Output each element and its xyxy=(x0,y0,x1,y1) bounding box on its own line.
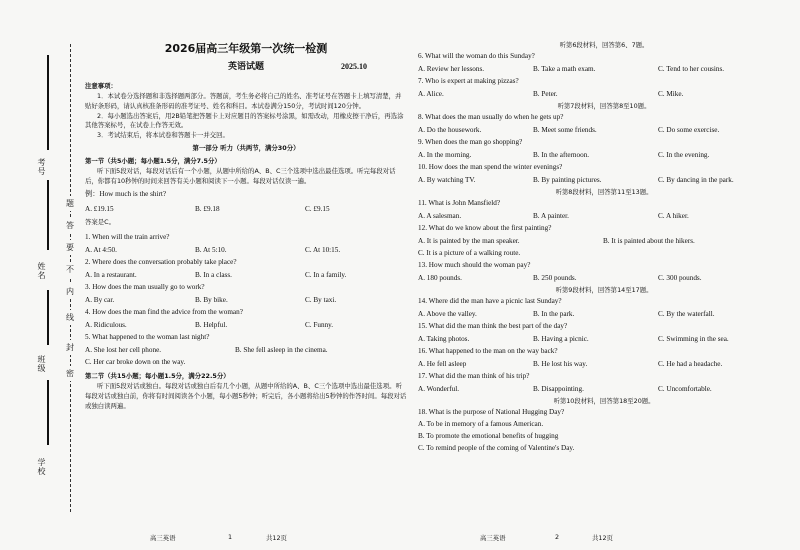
option: A. Alice. xyxy=(418,90,444,98)
seal-char: 线 xyxy=(66,310,74,325)
exam-number-label: 考号 xyxy=(37,158,46,176)
question: 10. How does the man spend the winter evenings? xyxy=(418,163,563,171)
option: A. 180 pounds. xyxy=(418,274,462,282)
option: C. At 10:15. xyxy=(305,245,341,254)
option: A. Taking photos. xyxy=(418,335,470,343)
note-item: 3．考试结束后，将本试卷和答题卡一并交回。 xyxy=(97,131,229,140)
page-right-column xyxy=(418,41,790,453)
exam-number-line xyxy=(47,55,49,150)
question-options xyxy=(418,90,790,99)
option: A. In a restaurant. xyxy=(85,270,137,279)
option: B. He lost his way. xyxy=(533,360,588,368)
option: B. Disappointing. xyxy=(533,385,584,393)
option: C. It is a picture of a walking route. xyxy=(418,249,521,257)
question-options xyxy=(418,360,790,369)
seal-char: 不 xyxy=(66,262,74,277)
option: B. Having a picnic. xyxy=(533,335,589,343)
option: B. Peter. xyxy=(533,90,558,98)
option: C. Funny. xyxy=(305,320,334,329)
option: A. By car. xyxy=(85,295,115,304)
exam-subtitle: 英语试题 xyxy=(227,61,264,72)
binding-margin xyxy=(0,0,78,550)
school-label: 学校 xyxy=(37,458,46,476)
option: C. To remind people of the coming of Valentine's Day. xyxy=(418,444,575,452)
option: C. Tend to her cousins. xyxy=(658,65,725,73)
section-instructions: 听下面5段对话或独白。每段对话或独白后有几个小题，从题中所给的A、B、C三个选项中选出最佳选项。听每段对话或独白前，你将有时间阅读各个小题，每小题5秒钟；听完后，各小题将给出5秒钟的作答时间。每段对话或独白读两遍。 xyxy=(85,381,407,410)
option: A. In the morning. xyxy=(418,151,472,159)
option: C. 300 pounds. xyxy=(658,274,702,282)
option: B. She fell asleep in the cinema. xyxy=(235,345,328,354)
option: C. £9.15 xyxy=(305,204,330,213)
question: 5. What happened to the woman last night? xyxy=(85,332,210,341)
footer-page-number: 1 xyxy=(228,533,233,541)
question: 12. What do we know about the first painting? xyxy=(418,224,552,232)
option: B. £9.18 xyxy=(195,204,220,213)
option: A. Ridiculous. xyxy=(85,320,127,329)
class-label: 班级 xyxy=(37,355,46,373)
question-options xyxy=(418,274,790,283)
question-options xyxy=(418,310,790,319)
option: B. In the park. xyxy=(533,310,575,318)
class-line xyxy=(47,290,49,345)
option: C. Mike. xyxy=(658,90,684,98)
option: A. Review her lessons. xyxy=(418,65,485,73)
question-options xyxy=(418,237,790,246)
footer-page-number: 2 xyxy=(555,533,560,541)
footer-subject: 高三英语 xyxy=(480,534,506,542)
option: B. A painter. xyxy=(533,212,569,220)
option: C. By the waterfall. xyxy=(658,310,715,318)
example-answer: 答案是C。 xyxy=(85,217,116,226)
name-line xyxy=(47,180,49,250)
seal-char: 要 xyxy=(66,240,74,255)
option: B. By bike. xyxy=(195,295,228,304)
option: A. A salesman. xyxy=(418,212,462,220)
material-heading: 听第6段材料，回答第6、7题。 xyxy=(559,41,649,49)
section-heading: 第二节（共15小题；每小题1.5分，满分22.5分） xyxy=(85,371,230,380)
page-left-column xyxy=(85,30,407,412)
option: B. 250 pounds. xyxy=(533,274,577,282)
exam-date: 2025.10 xyxy=(341,61,367,71)
note-item: 2．每小题选出答案后，用2B铅笔把答题卡上对应题目的答案标号涂黑，如需改动，用橡皮擦干净后，再选涂其他答案标号，在试卷上作答无效。 xyxy=(85,111,404,130)
option: B. It is painted about the hikers. xyxy=(603,237,695,245)
question-options xyxy=(85,321,407,330)
section-instructions: 听下面5段对话，每段对话后有一个小题，从题中所给的A、B、C三个选项中选出最佳选项。听完每段对话后，你都有10秒钟的时间来回答有关小题和阅读下一小题。每段对话仅读一遍。 xyxy=(85,167,396,186)
option: C. In a family. xyxy=(305,270,347,279)
question: 18. What is the purpose of National Hugging Day? xyxy=(418,408,565,416)
option: B. At 5:10. xyxy=(195,245,227,254)
question: 8. What does the man usually do when he gets up? xyxy=(418,113,564,121)
material-heading: 听第10段材料，回答第18至20题。 xyxy=(553,397,655,405)
option: B. Helpful. xyxy=(195,320,228,329)
footer-total-pages: 共12页 xyxy=(592,534,613,542)
notes-heading: 注意事项： xyxy=(85,81,117,90)
option: C. Uncomfortable. xyxy=(658,385,712,393)
question: 6. What will the woman do this Sunday? xyxy=(418,52,535,60)
seal-char: 密 xyxy=(66,366,74,381)
question-options xyxy=(418,335,790,344)
option: C. By taxi. xyxy=(305,295,337,304)
option: C. In the evening. xyxy=(658,151,710,159)
option: C. Do some exercise. xyxy=(658,126,720,134)
material-heading: 听第8段材料，回答第11至13题。 xyxy=(555,188,653,196)
option: B. Take a math exam. xyxy=(533,65,596,73)
material-heading: 听第9段材料，回答第14至17题。 xyxy=(555,286,653,294)
note-item: 1．本试卷分选择题和非选择题两部分。答题前，考生务必将自己的姓名、准考证号在答题卡上填写清楚，并贴好条形码，请认真核准条形码的准考证号、姓名和科目。本试卷满分150分，考试时间120分钟。 xyxy=(85,91,402,110)
question-options xyxy=(418,126,790,135)
name-label: 姓名 xyxy=(37,262,46,280)
footer-subject: 高三英语 xyxy=(150,534,176,542)
question-options xyxy=(418,176,790,185)
question: 16. What happened to the man on the way back? xyxy=(418,347,558,355)
option: B. In the afternoon. xyxy=(533,151,590,159)
section-heading: 第一节（共5小题；每小题1.5分，满分7.5分） xyxy=(85,157,221,166)
option: C. Swimming in the sea. xyxy=(658,335,729,343)
option: A. Wonderful. xyxy=(418,385,460,393)
option: A. By watching TV. xyxy=(418,176,476,184)
exam-title: 2026届高三年级第一次统一检测 xyxy=(164,42,328,55)
option: A. £19.15 xyxy=(85,204,114,213)
question: 14. Where did the man have a picnic last Sunday? xyxy=(418,297,562,305)
question-options xyxy=(418,151,790,160)
option: A. Do the housework. xyxy=(418,126,482,134)
question-options xyxy=(418,65,790,74)
question: 15. What did the man think the best part of the day? xyxy=(418,322,568,330)
part-heading: 第一部分 听力（共两节，满分30分） xyxy=(192,144,300,153)
question: 7. Who is expert at making pizzas? xyxy=(418,77,519,85)
option: A. He fell asleep xyxy=(418,360,467,368)
option: B. To promote the emotional benefits of hugging xyxy=(418,432,559,440)
option: C. By dancing in the park. xyxy=(658,176,734,184)
option: B. By painting pictures. xyxy=(533,176,602,184)
seal-char: 答 xyxy=(66,218,74,233)
school-line xyxy=(47,380,49,445)
option: C. A hiker. xyxy=(658,212,689,220)
question: 2. Where does the conversation probably take place? xyxy=(85,257,237,266)
option: A. To be in memory of a famous American. xyxy=(418,420,544,428)
example-question: 例：How much is the shirt? xyxy=(85,189,167,198)
question: 1. When will the train arrive? xyxy=(85,232,170,241)
footer-total-pages: 共12页 xyxy=(266,534,287,542)
question-options xyxy=(85,246,407,255)
question: 13. How much should the woman pay? xyxy=(418,261,531,269)
option: A. Above the valley. xyxy=(418,310,477,318)
question: 17. What did the man think of his trip? xyxy=(418,372,530,380)
option: B. Meet some friends. xyxy=(533,126,597,134)
question-options xyxy=(85,271,407,280)
question: 9. When does the man go shopping? xyxy=(418,138,523,146)
material-heading: 听第7段材料，回答第8至10题。 xyxy=(557,102,651,110)
example-options xyxy=(85,205,407,214)
option: C. He had a headache. xyxy=(658,360,723,368)
question: 3. How does the man usually go to work? xyxy=(85,282,205,291)
seal-char: 封 xyxy=(66,340,74,355)
option: A. She lost her cell phone. xyxy=(85,345,162,354)
question-options xyxy=(85,346,407,355)
option: C. Her car broke down on the way. xyxy=(85,357,186,366)
question-options xyxy=(85,296,407,305)
option: A. It is painted by the man speaker. xyxy=(418,237,520,245)
question-options xyxy=(418,212,790,221)
question: 4. How does the man find the advice from the woman? xyxy=(85,307,243,316)
seal-char: 题 xyxy=(66,196,74,211)
option: B. In a class. xyxy=(195,270,232,279)
seal-char: 内 xyxy=(66,284,74,299)
seal-line xyxy=(70,44,71,512)
question-options xyxy=(418,385,790,394)
question: 11. What is John Mansfield? xyxy=(418,199,501,207)
option: A. At 4:50. xyxy=(85,245,117,254)
